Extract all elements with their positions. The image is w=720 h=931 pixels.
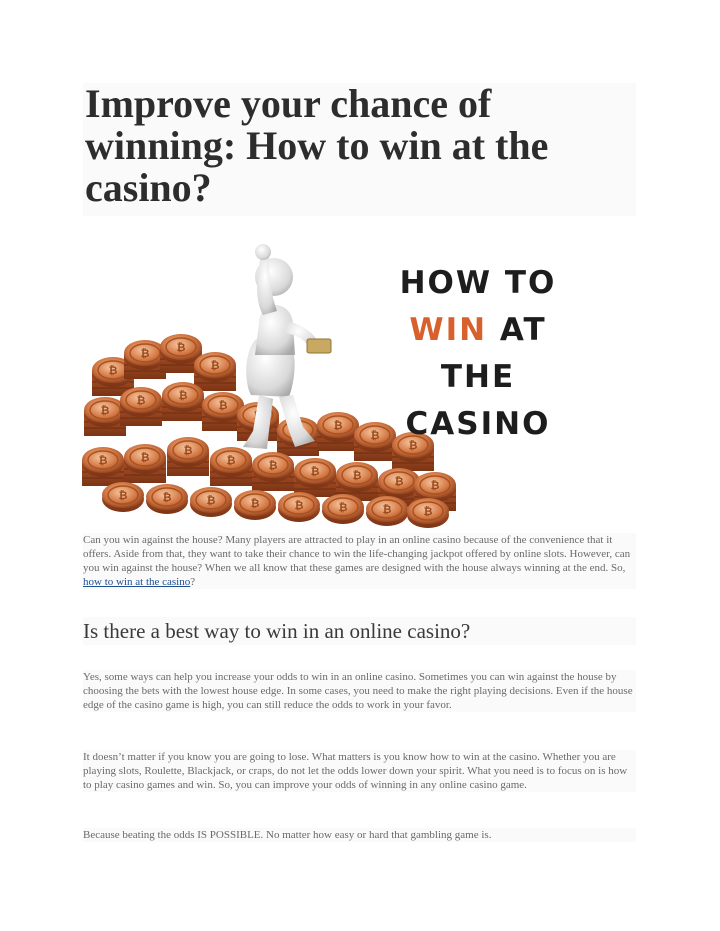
coins-figure-illustration: ₿	[83, 235, 636, 524]
paragraph-beating-odds: Because beating the odds IS POSSIBLE. No matter how easy or hard that gambling game is.	[83, 828, 636, 842]
hero-line-casino: CASINO	[405, 406, 551, 442]
title-block	[83, 83, 636, 216]
figure-raising-fist	[243, 244, 331, 449]
how-to-win-link[interactable]: how to win at the casino	[83, 576, 191, 588]
hero-line-at: AT	[487, 312, 547, 348]
section-heading: Is there a best way to win in an online casino?	[83, 617, 636, 645]
page-title: Improve your chance of winning: How to win at the casino?	[85, 81, 549, 210]
paragraph-how-to-win: It doesn’t matter if you know you are going to lose. What matters is you know how to win at the casino. Whether you are playing slots, Roulette, Blackjack, or craps, do not let the odds lower down your spirit. What you need is to focus on is how to play casino games and win. So, you can improve your odds of winning in any online casino game.	[83, 750, 636, 792]
hero-line-how-to: HOW TO	[399, 265, 557, 301]
intro-paragraph	[83, 533, 636, 589]
hero-image	[78, 229, 636, 524]
hero-line-win-at	[383, 307, 573, 354]
hero-line-the: THE	[440, 359, 516, 395]
intro-after-link: ?	[190, 576, 196, 588]
hero-accent-win: WIN	[409, 312, 488, 348]
paragraph-odds: Yes, some ways can help you increase your odds to win in an online casino. Sometimes you can win against the house by choosing the bets with the lowest house edge. In some cases, you need to make the right playing decisions. Even if the house edge of the casino game is high, you can still reduce the odds to work in your favor.	[83, 670, 636, 712]
hero-title	[383, 260, 573, 448]
intro-text: Can you win against the house? Many players are attracted to play in an online casino because of the convenience that it offers. Aside from that, they want to take their chance to win the life-changing jackpot offered by online slots. However, can you win against the house? When we all know that these games are designed with the house always winning at the end. So,	[83, 534, 631, 574]
